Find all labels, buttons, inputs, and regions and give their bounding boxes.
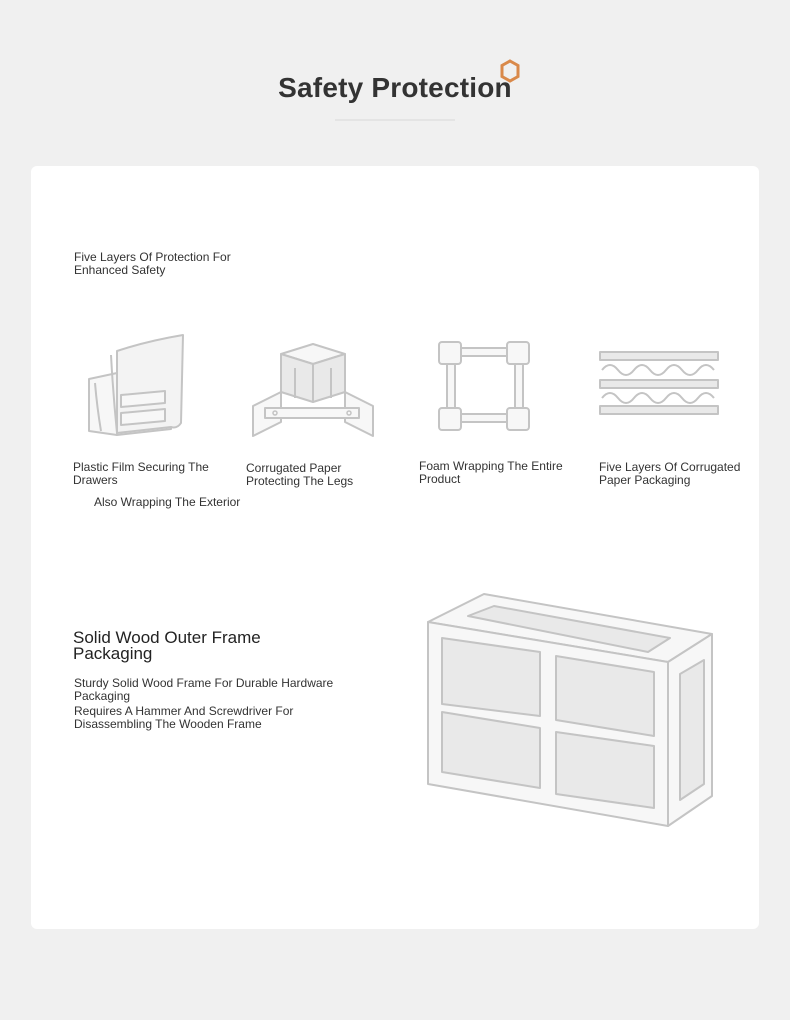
- wooden-crate-icon: [424, 590, 716, 830]
- hexagon-icon: [499, 59, 521, 83]
- frame-description-2: Requires A Hammer And Screwdriver For Disassembling The Wooden Frame: [74, 704, 294, 731]
- label-plastic-film: Plastic Film Securing The Drawers: [73, 460, 209, 487]
- protection-intro: Five Layers Of Protection For Enhanced Safety: [74, 250, 231, 277]
- frame-title: Solid Wood Outer Frame Packaging: [73, 628, 261, 663]
- foam-frame-icon: [437, 340, 533, 434]
- label-five-layers: Five Layers Of Corrugated Paper Packaging: [599, 460, 741, 487]
- corrugated-layers-icon: [598, 350, 722, 418]
- page-title: Safety Protection: [278, 72, 512, 103]
- frame-description-1: Sturdy Solid Wood Frame For Durable Hardware Packaging: [74, 676, 334, 703]
- title-underline: [335, 119, 455, 121]
- plastic-film-drawer-icon: [87, 333, 187, 439]
- label-foam-wrapping: Foam Wrapping The Entire Product: [419, 459, 563, 486]
- corner-protector-icon: [251, 342, 375, 438]
- label-corrugated-legs: Corrugated Paper Protecting The Legs: [246, 461, 354, 488]
- label-exterior-wrapping: Also Wrapping The Exterior: [94, 495, 241, 509]
